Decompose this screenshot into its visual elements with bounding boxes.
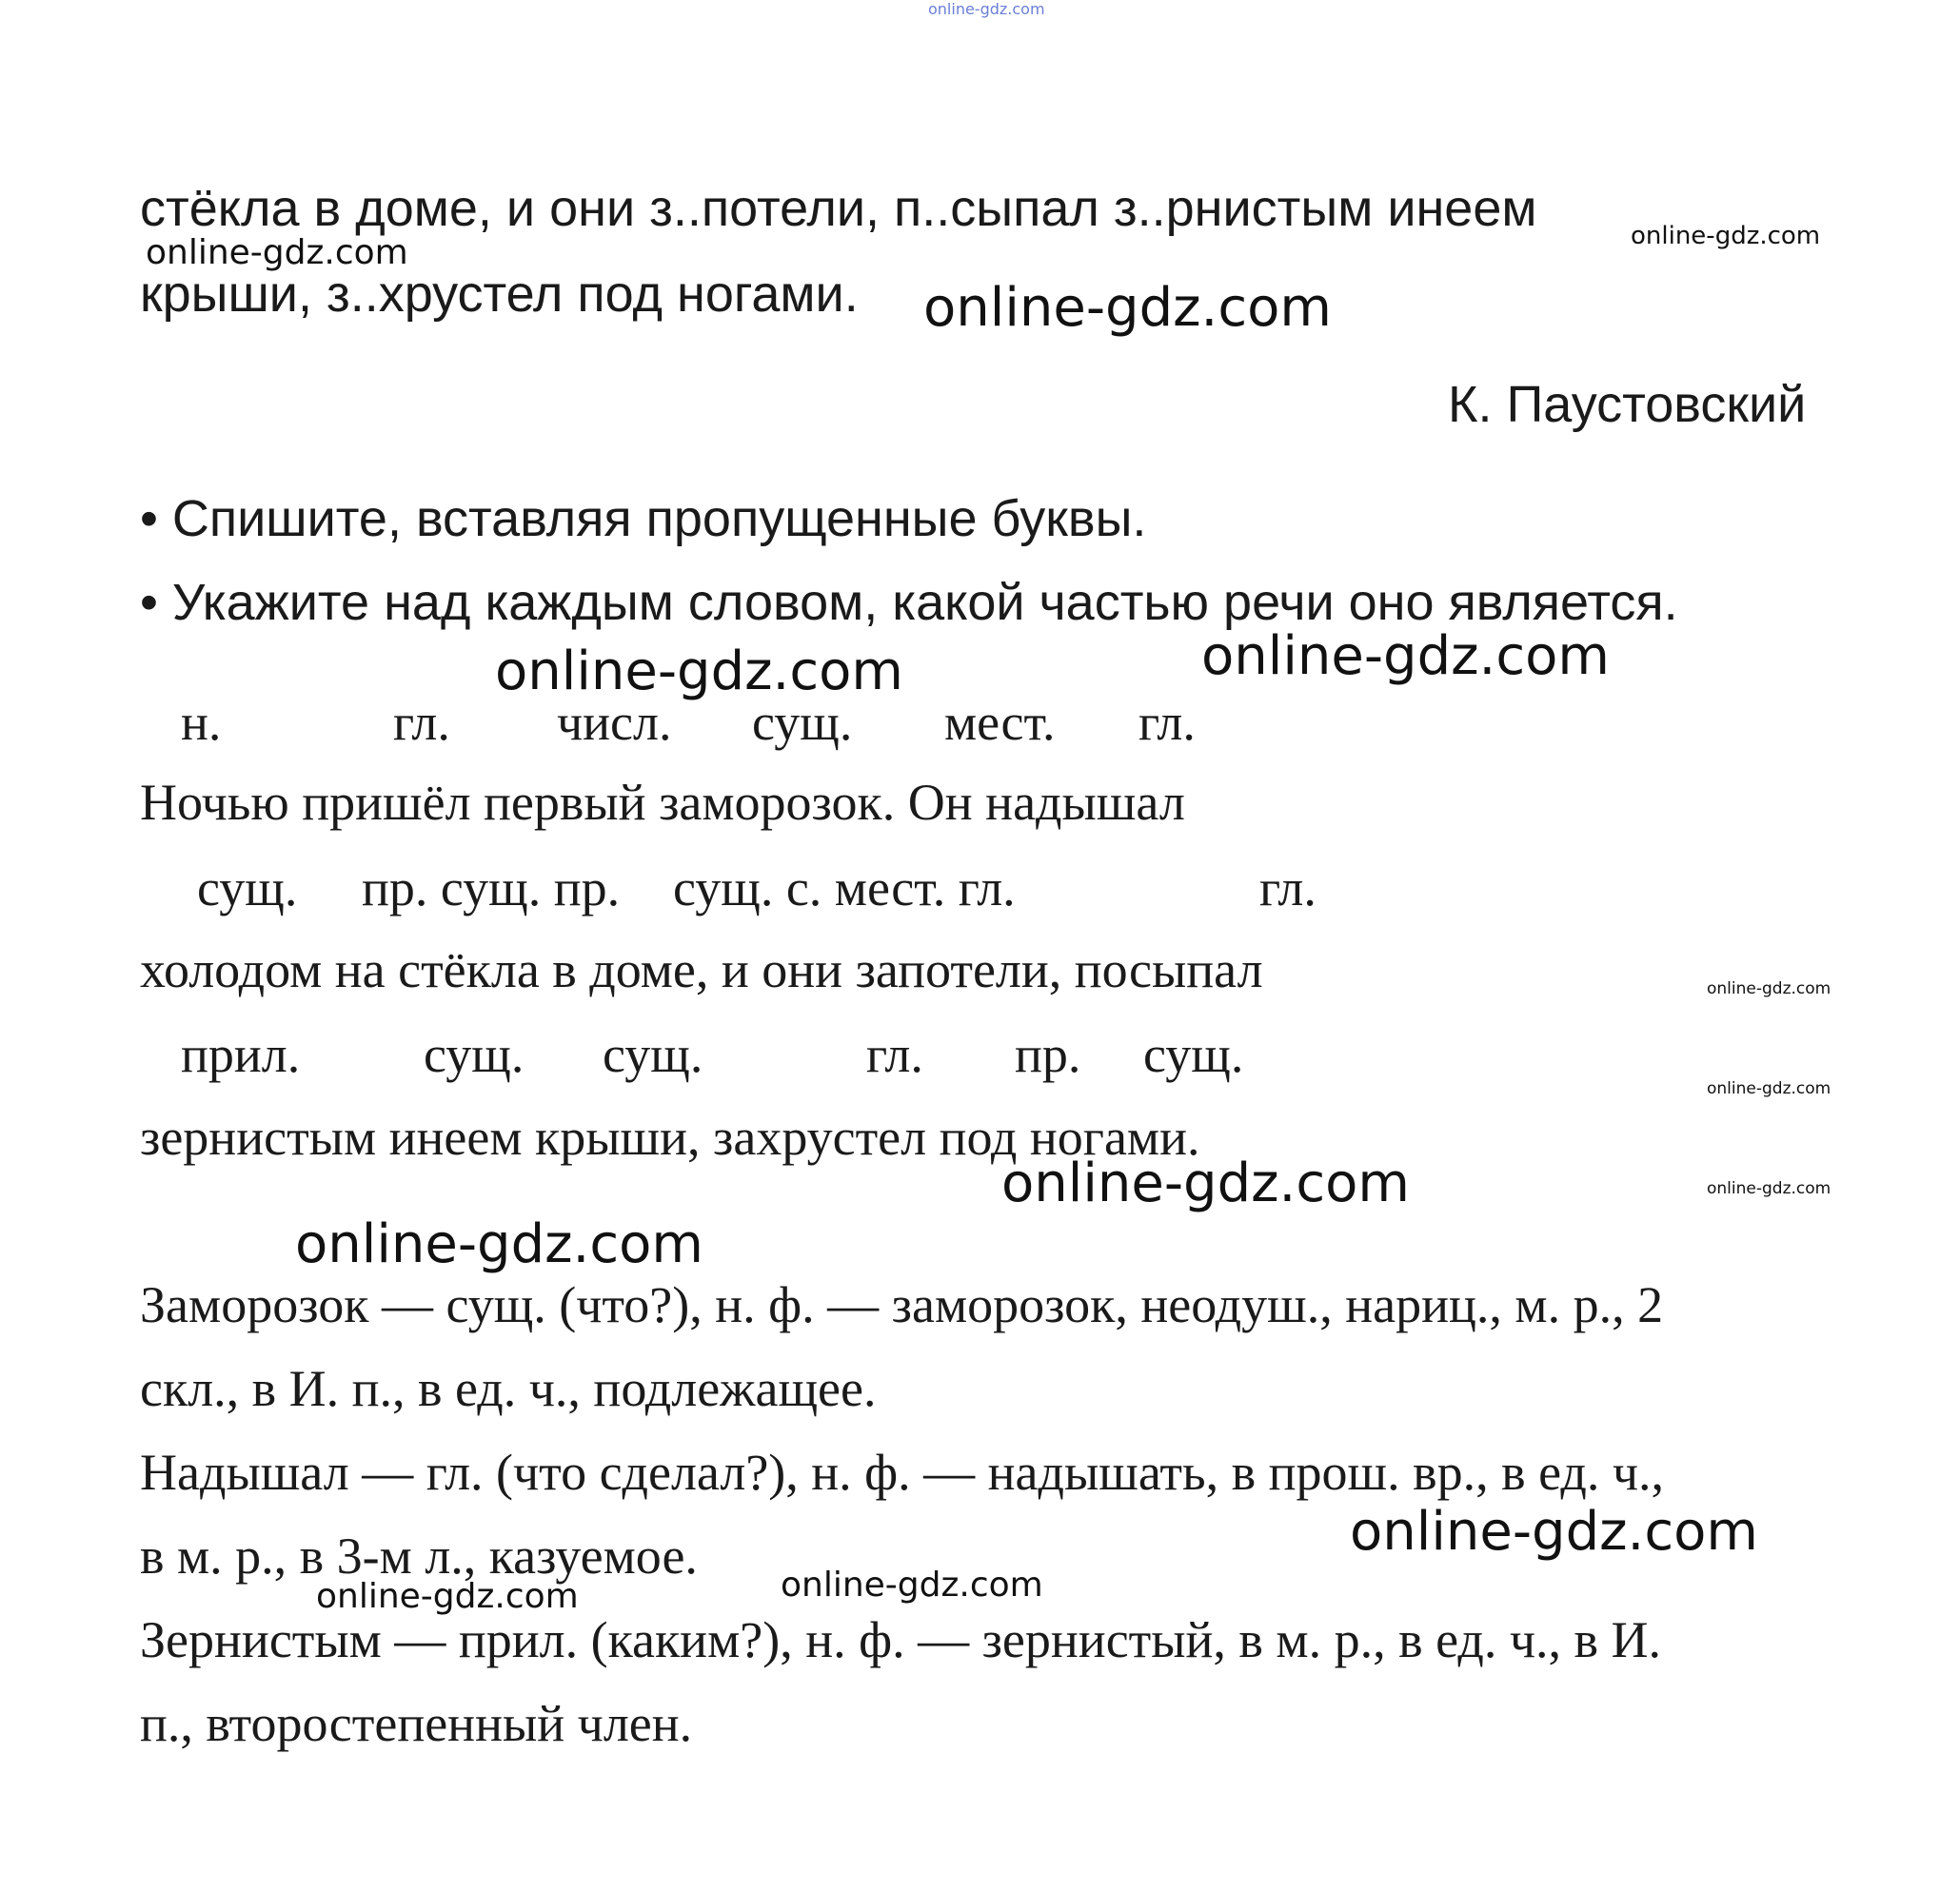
pos-label: пр. сущ. пр.	[362, 859, 621, 916]
analysis-p3-line-2: п., второстепенный член.	[140, 1695, 693, 1752]
pos-label: сущ.	[424, 1026, 525, 1083]
watermark: online-gdz.com	[146, 233, 408, 272]
pos-label: н.	[181, 694, 222, 751]
task-1: • Спишите, вставляя пропущенные буквы.	[140, 490, 1147, 547]
watermark-top: online-gdz.com	[928, 0, 1045, 18]
task-2: • Укажите над каждым словом, какой частью речи оно является.	[140, 574, 1678, 631]
pos-label: гл.	[1259, 859, 1317, 916]
answer-line-3: зернистым инеем крыши, захрустел под ногами.	[140, 1109, 1200, 1166]
watermark: online-gdz.com	[781, 1566, 1043, 1605]
analysis-p3-line-1: Зернистым — прил. (каким?), н. ф. — зернистый, в м. р., в ед. ч., в И.	[140, 1611, 1661, 1668]
pos-label: сущ.	[603, 1026, 703, 1083]
watermark: online-gdz.com	[1201, 625, 1610, 687]
watermark: online-gdz.com	[1707, 1079, 1831, 1098]
watermark: online-gdz.com	[495, 641, 903, 702]
pos-label: гл.	[1138, 694, 1196, 751]
pos-label: гл.	[393, 694, 450, 751]
watermark: online-gdz.com	[1707, 1179, 1831, 1198]
analysis-p1-line-2: скл., в И. п., в ед. ч., подлежащее.	[140, 1360, 877, 1417]
pos-label: пр.	[1015, 1026, 1081, 1083]
answer-line-2: холодом на стёкла в доме, и они запотели, посыпал	[140, 941, 1263, 998]
exercise-text-line-1: стёкла в доме, и они з..потели, п..сыпал з..рнистым инеем	[140, 180, 1537, 237]
pos-label: сущ.	[1143, 1026, 1244, 1083]
analysis-p1-line-1: Заморозок — сущ. (что?), н. ф. — заморозок, неодуш., нариц., м. р., 2	[140, 1276, 1664, 1333]
watermark: online-gdz.com	[295, 1213, 703, 1275]
pos-label: мест.	[944, 694, 1056, 751]
watermark: online-gdz.com	[1707, 979, 1831, 998]
watermark: online-gdz.com	[1631, 222, 1821, 250]
pos-label: сущ.	[752, 694, 853, 751]
watermark: online-gdz.com	[1350, 1501, 1758, 1563]
exercise-text-line-2: крыши, з..хрустел под ногами.	[140, 266, 859, 323]
watermark: online-gdz.com	[1001, 1153, 1410, 1214]
pos-label: сущ.	[197, 859, 298, 916]
watermark: online-gdz.com	[923, 277, 1332, 339]
pos-label: гл.	[866, 1026, 923, 1083]
pos-label: прил.	[181, 1026, 301, 1083]
watermark: online-gdz.com	[316, 1577, 579, 1616]
analysis-p2-line-1: Надышал — гл. (что сделал?), н. ф. — надышать, в прош. вр., в ед. ч.,	[140, 1444, 1665, 1501]
pos-label: числ.	[557, 694, 672, 751]
analysis-p2-line-2: в м. р., в 3-м л., казуемое.	[140, 1527, 698, 1585]
pos-label: сущ. с. мест. гл.	[673, 859, 1016, 916]
author: К. Паустовский	[1448, 376, 1807, 433]
answer-line-1: Ночью пришёл первый заморозок. Он надышал	[140, 774, 1185, 831]
